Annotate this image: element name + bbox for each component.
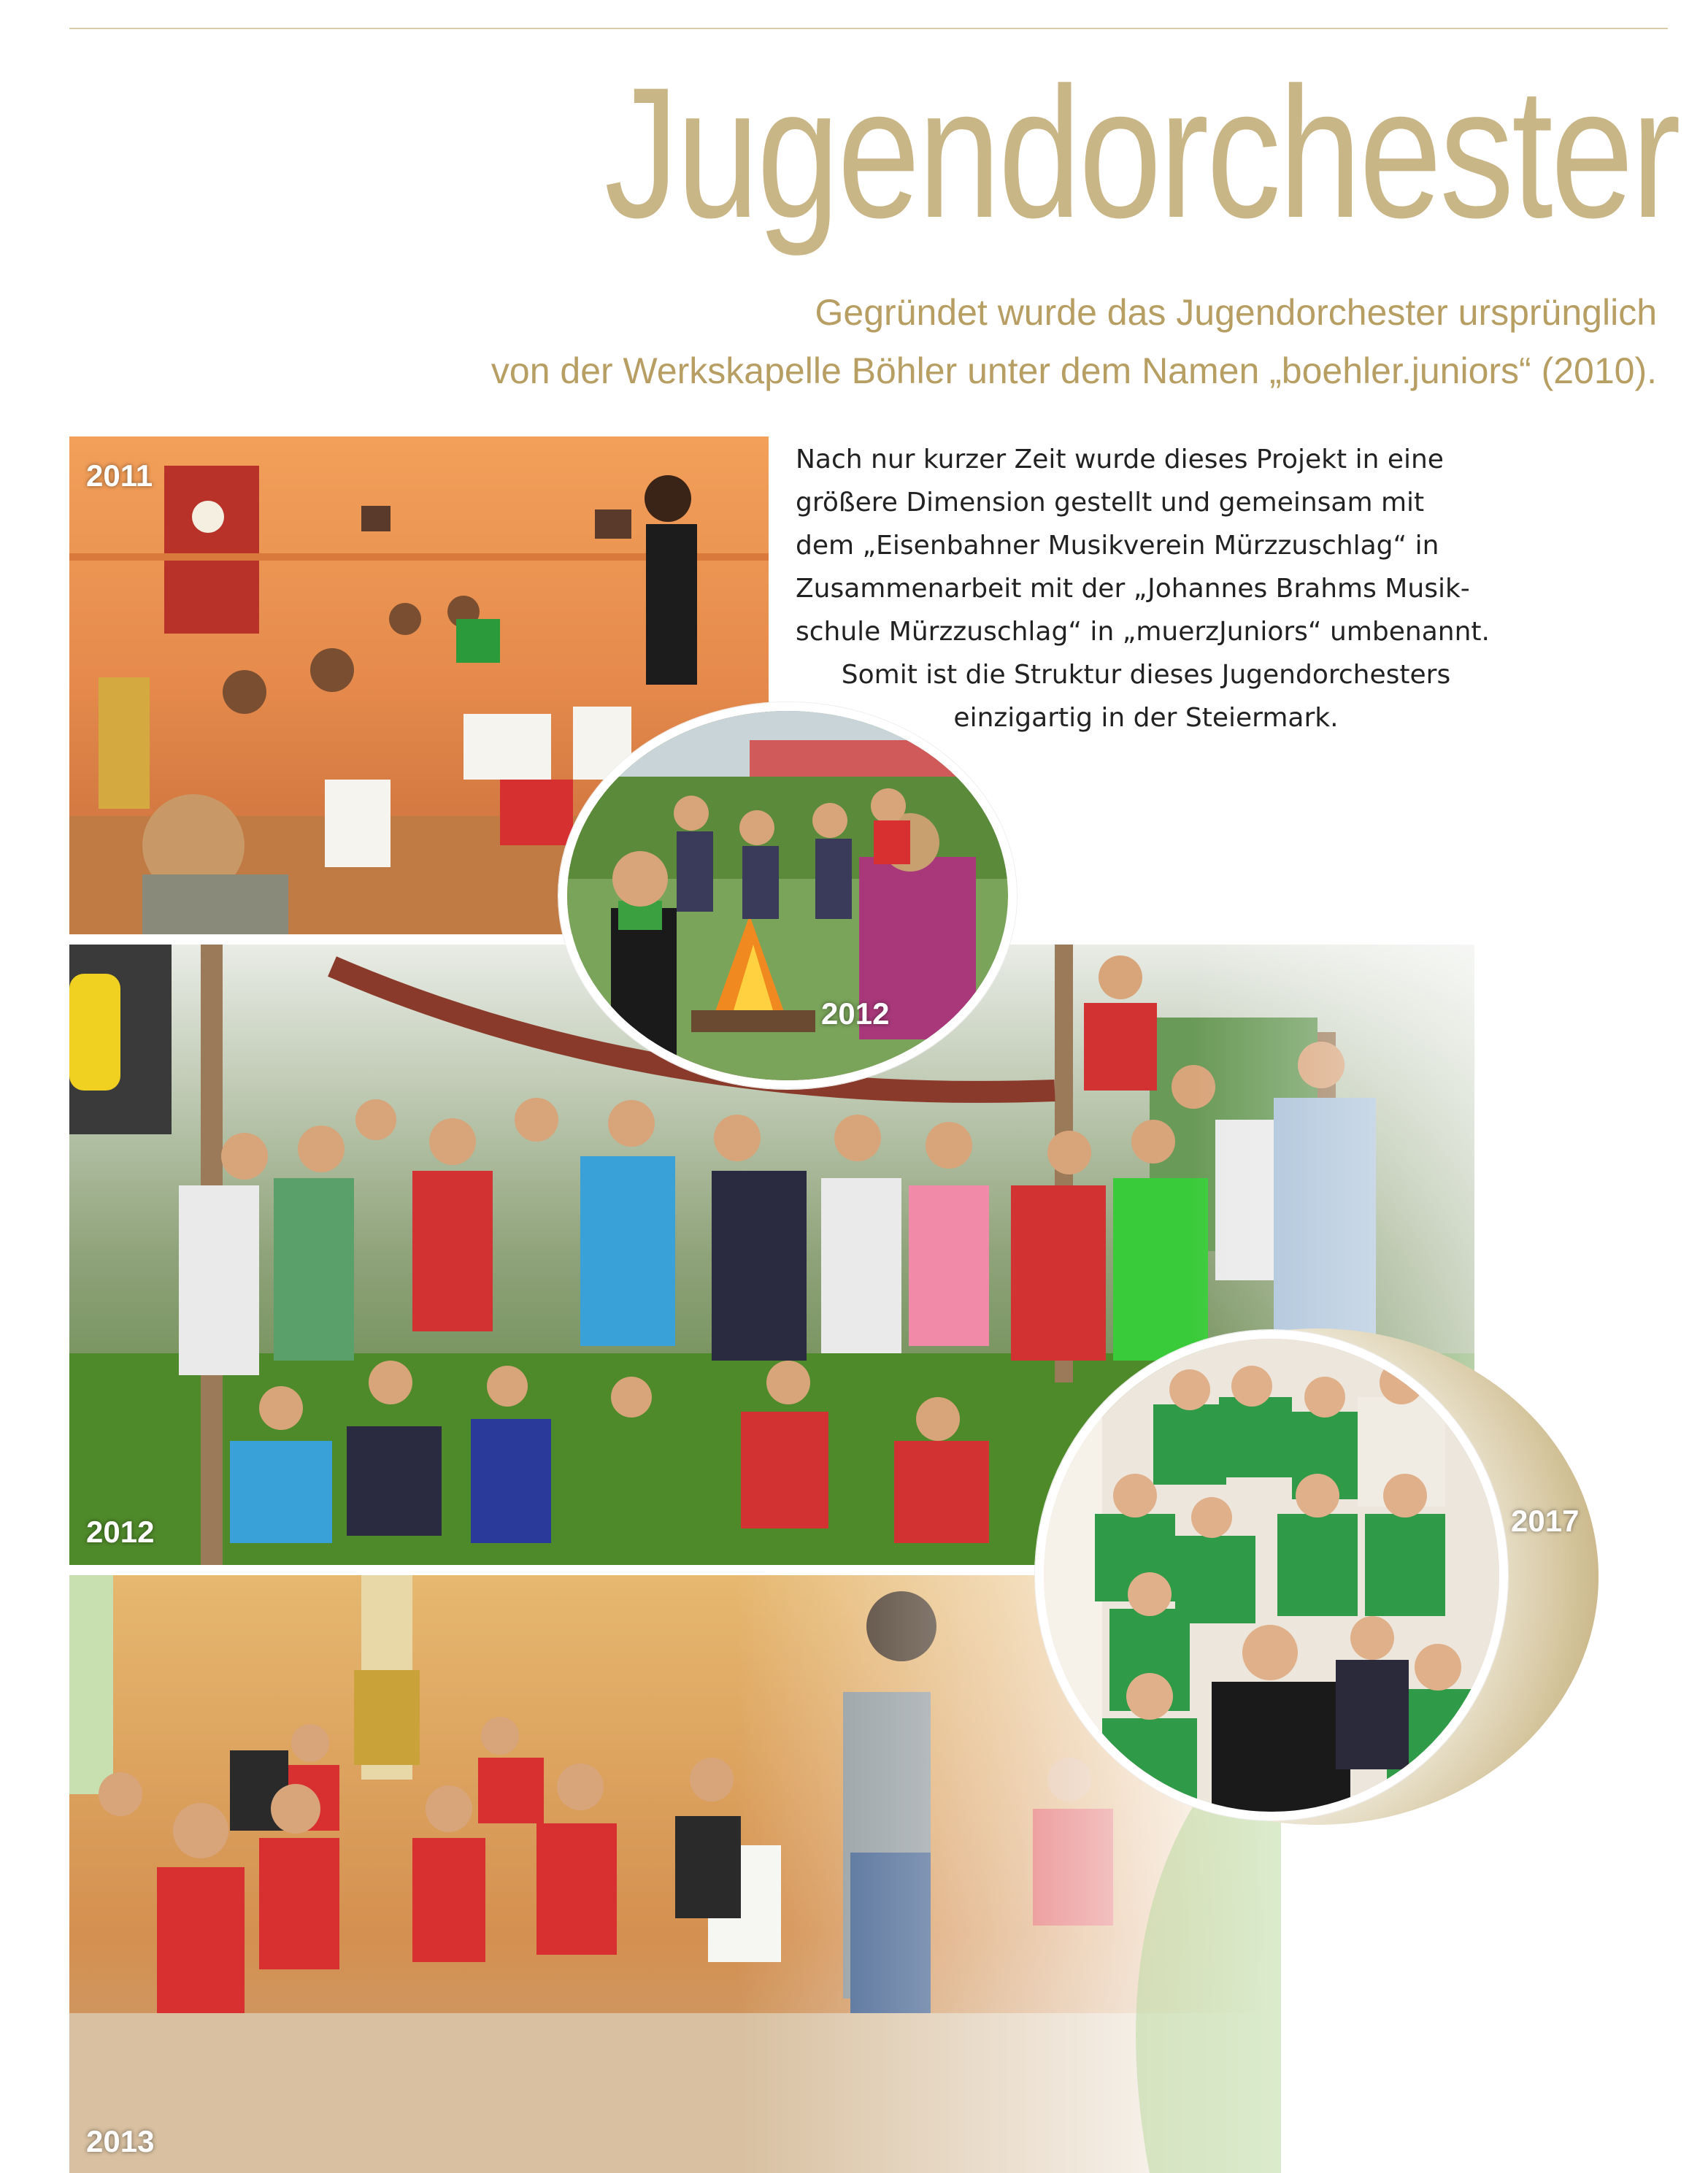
subtitle-line-1: Gegründet wurde das Jugendorchester ursprünglich	[815, 292, 1657, 333]
photo-group-2017	[1035, 1330, 1508, 1820]
photo-campfire-2012	[558, 702, 1017, 1089]
year-label-2013: 2013	[86, 2124, 155, 2158]
body-line-1: Nach nur kurzer Zeit wurde dieses Projekt in eine	[796, 445, 1444, 474]
group-2017-image	[1044, 1339, 1499, 1812]
body-paragraph	[796, 438, 1496, 739]
subtitle-line-2: von der Werkskapelle Böhler unter dem Namen „boehler.juniors“ (2010).	[491, 350, 1657, 391]
year-label-2012-group: 2012	[86, 1515, 155, 1549]
body-line-5: schule Mürzzuschlag“ in „muerzJuniors“ umbenannt.	[796, 617, 1490, 647]
body-line-7: einzigartig in der Steiermark.	[953, 703, 1339, 733]
subtitle	[270, 283, 1657, 400]
body-line-3: dem „Eisenbahner Musikverein Mürzzuschlag“ in	[796, 531, 1439, 561]
body-line-6: Somit ist die Struktur dieses Jugendorchesters	[841, 660, 1451, 690]
year-label-2017: 2017	[1511, 1504, 1580, 1538]
body-line-2: größere Dimension gestellt und gemeinsam mit	[796, 488, 1425, 518]
body-line-4: Zusammenarbeit mit der „Johannes Brahms Musik-	[796, 574, 1470, 604]
year-label-2012-campfire: 2012	[821, 996, 890, 1031]
page-title: Jugendorchester	[604, 49, 1679, 257]
top-rule	[69, 28, 1668, 29]
year-label-2011: 2011	[86, 458, 153, 493]
campfire-2012-image	[567, 711, 1008, 1080]
